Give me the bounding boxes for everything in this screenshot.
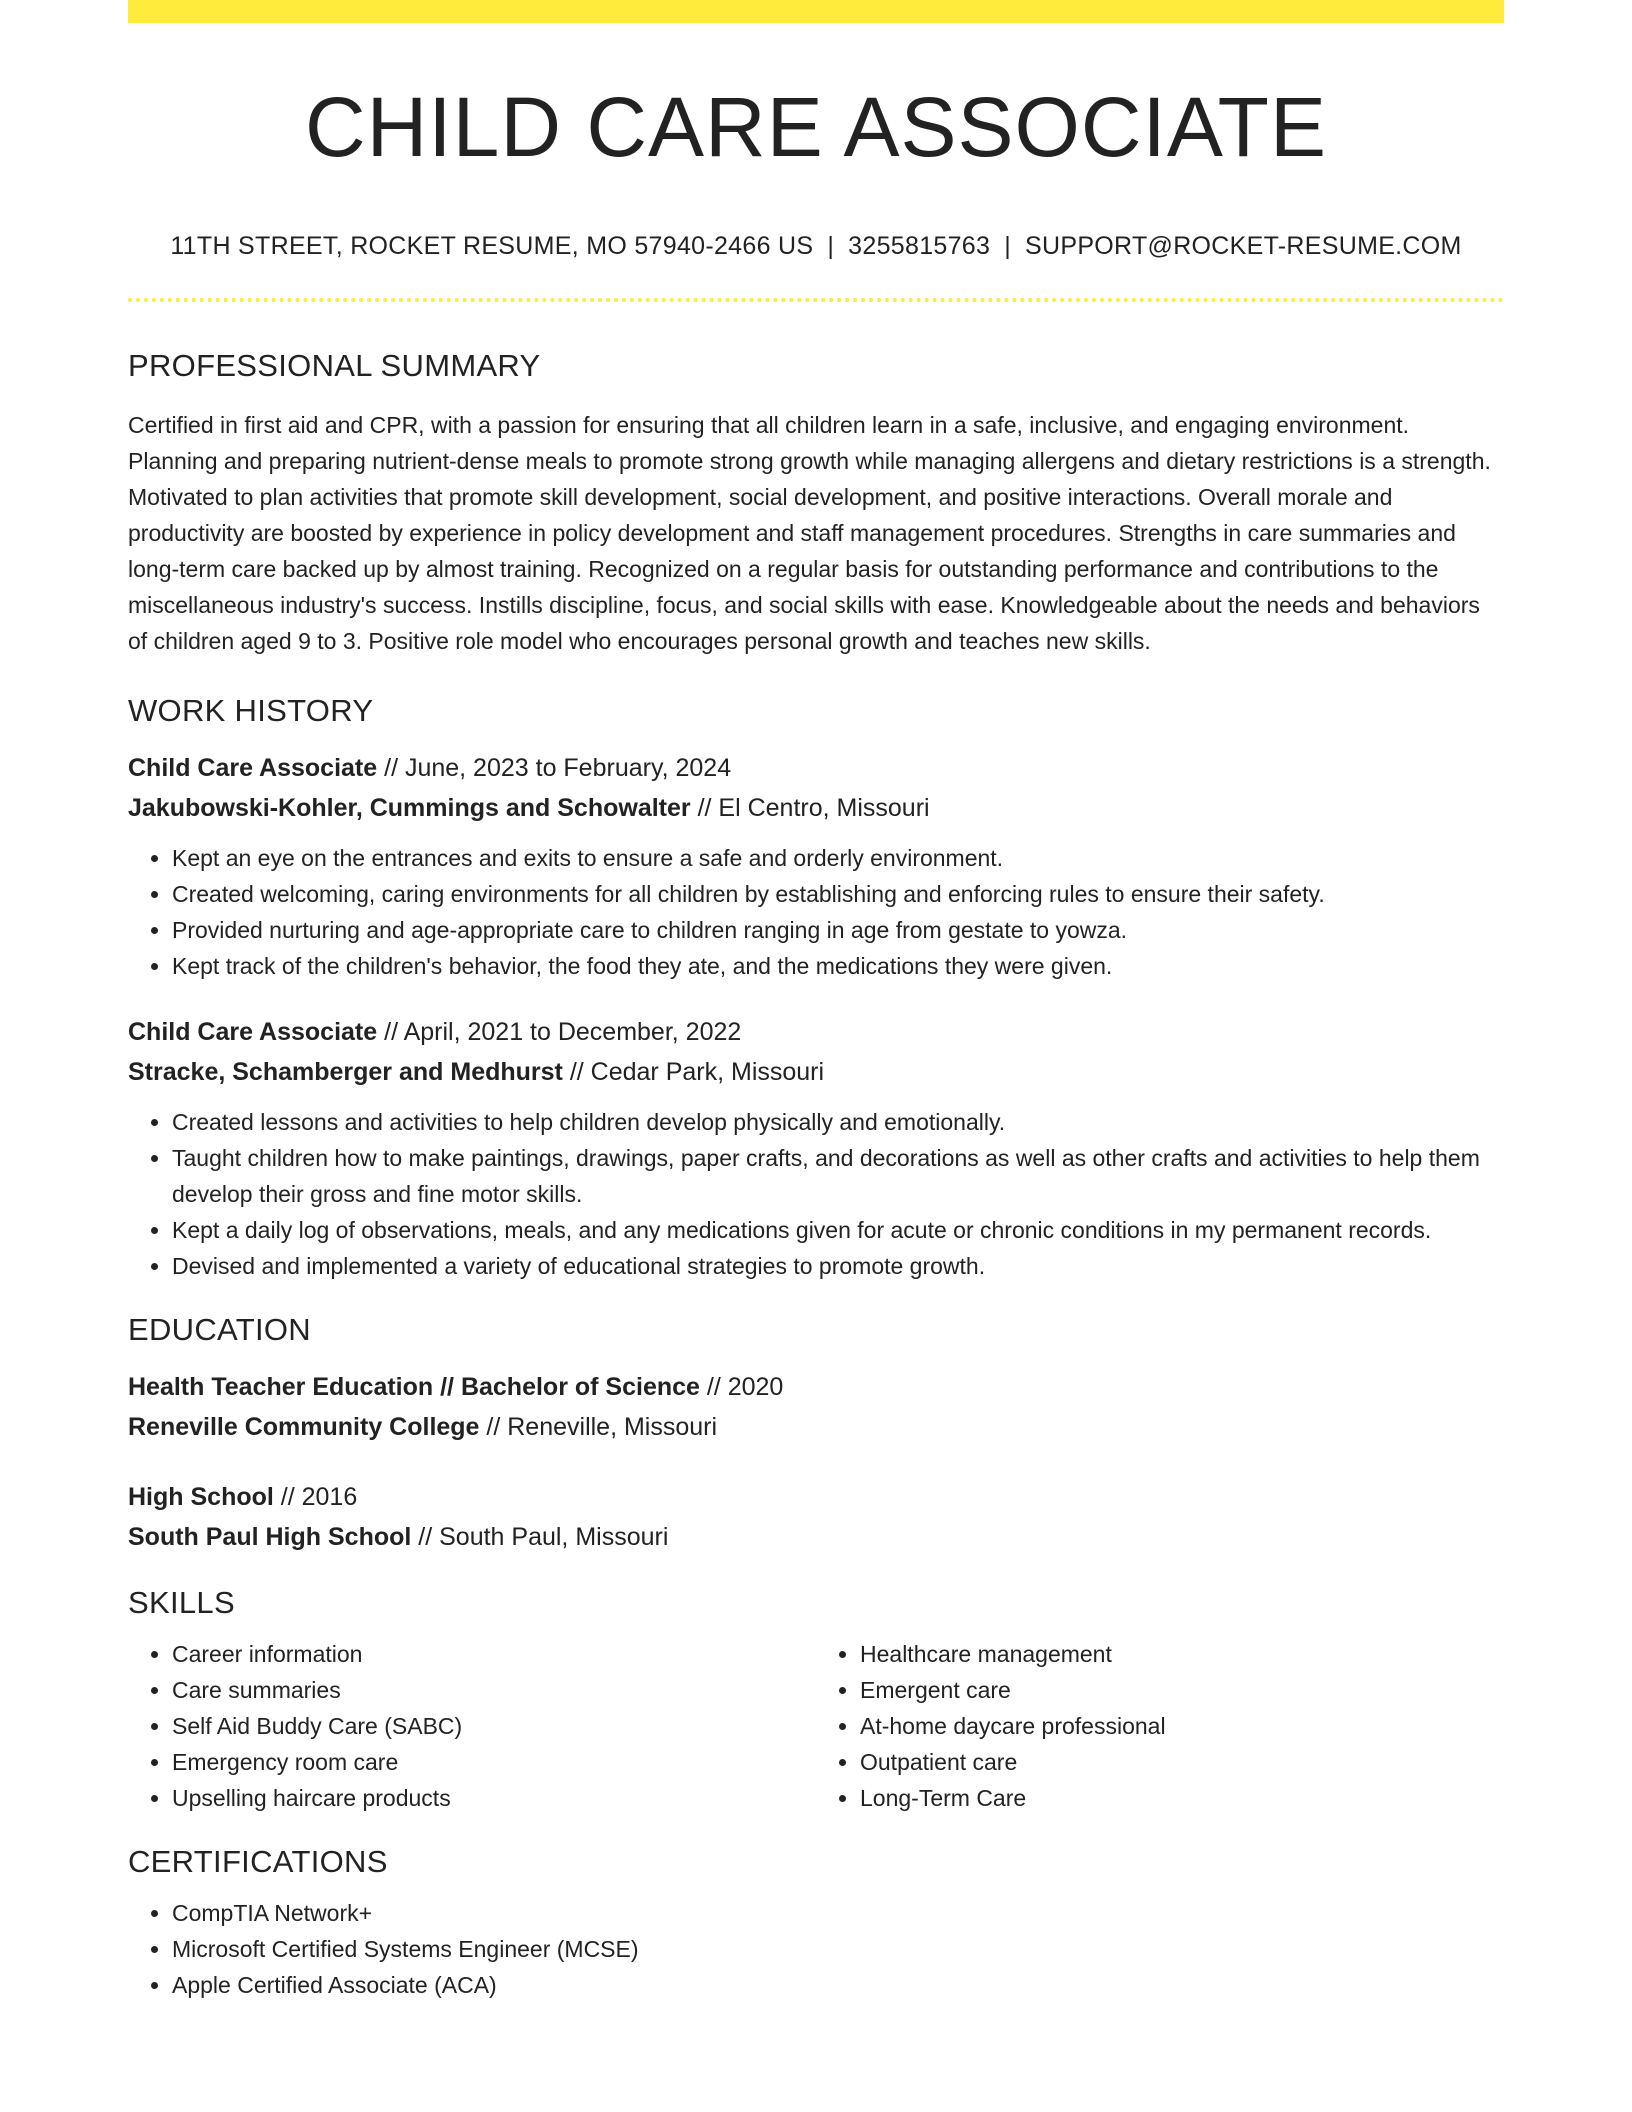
- contact-phone: 3255815763: [848, 232, 991, 260]
- section-title-certifications: CERTIFICATIONS: [128, 1844, 388, 1879]
- education-entry: [128, 1477, 1504, 1557]
- job-company-line: [128, 788, 1504, 828]
- education-location: // Reneville, Missouri: [479, 1413, 718, 1441]
- list-item: • Kept an eye on the entrances and exits to ensure a safe and orderly environment.: [172, 840, 1504, 876]
- education-location: // South Paul, Missouri: [411, 1523, 669, 1551]
- skill-item: • At-home daycare professional: [860, 1708, 1504, 1744]
- contact-address: 11TH STREET, ROCKET RESUME, MO 57940-2466 US: [170, 232, 814, 260]
- list-item: • Kept track of the children's behavior, the food they ate, and the medications they were given.: [172, 948, 1504, 984]
- skills-list-right: [816, 1636, 1504, 1816]
- education-degree-line: [128, 1477, 1504, 1517]
- skill-item: • Upselling haircare products: [172, 1780, 816, 1816]
- certification-item: • Microsoft Certified Systems Engineer (MCSE): [172, 1931, 1504, 1967]
- contact-email: SUPPORT@ROCKET-RESUME.COM: [1025, 232, 1462, 260]
- section-title-skills: SKILLS: [128, 1585, 235, 1620]
- certifications-list: [128, 1895, 1504, 2003]
- summary-text: Certified in first aid and CPR, with a passion for ensuring that all children learn in a safe, inclusive, and engaging environment. Planning and preparing nutrient-dense meals to promote strong growth while managing allergens and dietary restrictions is a strength. Motivated to plan activities that promote skill development, social development, and positive interactions. Overall morale and productivity are boosted by experience in policy development and staff management procedures. Strengths in care summaries and long-term care backed up by almost training. Recognized on a regular basis for outstanding performance and contributions to the miscellaneous industry's success. Instills discipline, focus, and social skills with ease. Knowledgeable about the needs and behaviors of children aged 9 to 3. Positive role model who encourages personal growth and teaches new skills.: [128, 412, 1491, 654]
- list-item: • Created welcoming, caring environments for all children by establishing and enforcing rules to ensure their safety.: [172, 876, 1504, 912]
- contact-line: [128, 234, 1504, 259]
- resume-page: [128, 0, 1504, 2003]
- job-location: // Cedar Park, Missouri: [562, 1058, 825, 1086]
- job-company: Stracke, Schamberger and Medhurst: [128, 1058, 563, 1086]
- education-school: Reneville Community College: [128, 1413, 480, 1441]
- contact-separator: |: [1004, 232, 1012, 260]
- job-role-line: [128, 748, 1504, 788]
- job-role: Child Care Associate: [128, 1018, 378, 1046]
- job-role-line: [128, 1012, 1504, 1052]
- list-item: • Created lessons and activities to help children develop physically and emotionally.: [172, 1104, 1504, 1140]
- job-role: Child Care Associate: [128, 754, 378, 782]
- contact-separator: |: [827, 232, 835, 260]
- education-degree: High School: [128, 1483, 274, 1511]
- job-location: // El Centro, Missouri: [690, 794, 930, 822]
- accent-top-bar: [128, 0, 1504, 23]
- section-title-education: EDUCATION: [128, 1312, 311, 1347]
- resume-name: CHILD CARE ASSOCIATE: [304, 80, 1327, 174]
- list-item: • Provided nurturing and age-appropriate care to children ranging in age from gestate to yowza.: [172, 912, 1504, 948]
- education-degree: Health Teacher Education // Bachelor of Science: [128, 1373, 700, 1401]
- education-year: // 2020: [699, 1373, 784, 1401]
- skill-item: • Self Aid Buddy Care (SABC): [172, 1708, 816, 1744]
- list-item: • Taught children how to make paintings, drawings, paper crafts, and decorations as well as other crafts and activities to help them develop their gross and fine motor skills.: [172, 1140, 1504, 1212]
- skill-item: • Long-Term Care: [860, 1780, 1504, 1816]
- dotted-divider: [128, 298, 1504, 302]
- skill-item: • Healthcare management: [860, 1636, 1504, 1672]
- education-degree-line: [128, 1367, 1504, 1407]
- job-dates: // June, 2023 to February, 2024: [377, 754, 732, 782]
- job-company: Jakubowski-Kohler, Cummings and Schowalter: [128, 794, 691, 822]
- job-dates: // April, 2021 to December, 2022: [377, 1018, 742, 1046]
- job-bullets: [128, 840, 1504, 984]
- job-entry: [128, 748, 1504, 984]
- list-item: • Devised and implemented a variety of educational strategies to promote growth.: [172, 1248, 1504, 1284]
- education-year: // 2016: [273, 1483, 358, 1511]
- skill-item: • Outpatient care: [860, 1744, 1504, 1780]
- certification-item: • Apple Certified Associate (ACA): [172, 1967, 1504, 2003]
- certification-item: • CompTIA Network+: [172, 1895, 1504, 1931]
- section-title-summary: PROFESSIONAL SUMMARY: [128, 348, 541, 383]
- job-bullets: [128, 1104, 1504, 1284]
- job-company-line: [128, 1052, 1504, 1092]
- education-entry: [128, 1367, 1504, 1447]
- skills-grid: [128, 1636, 1504, 1816]
- skills-list-left: [128, 1636, 816, 1816]
- skill-item: • Career information: [172, 1636, 816, 1672]
- skill-item: • Emergency room care: [172, 1744, 816, 1780]
- job-entry: [128, 1012, 1504, 1284]
- education-school-line: [128, 1407, 1504, 1447]
- education-school: South Paul High School: [128, 1523, 412, 1551]
- skill-item: • Care summaries: [172, 1672, 816, 1708]
- education-school-line: [128, 1517, 1504, 1557]
- section-title-work-history: WORK HISTORY: [128, 693, 374, 728]
- skill-item: • Emergent care: [860, 1672, 1504, 1708]
- list-item: • Kept a daily log of observations, meals, and any medications given for acute or chronic conditions in my permanent records.: [172, 1212, 1504, 1248]
